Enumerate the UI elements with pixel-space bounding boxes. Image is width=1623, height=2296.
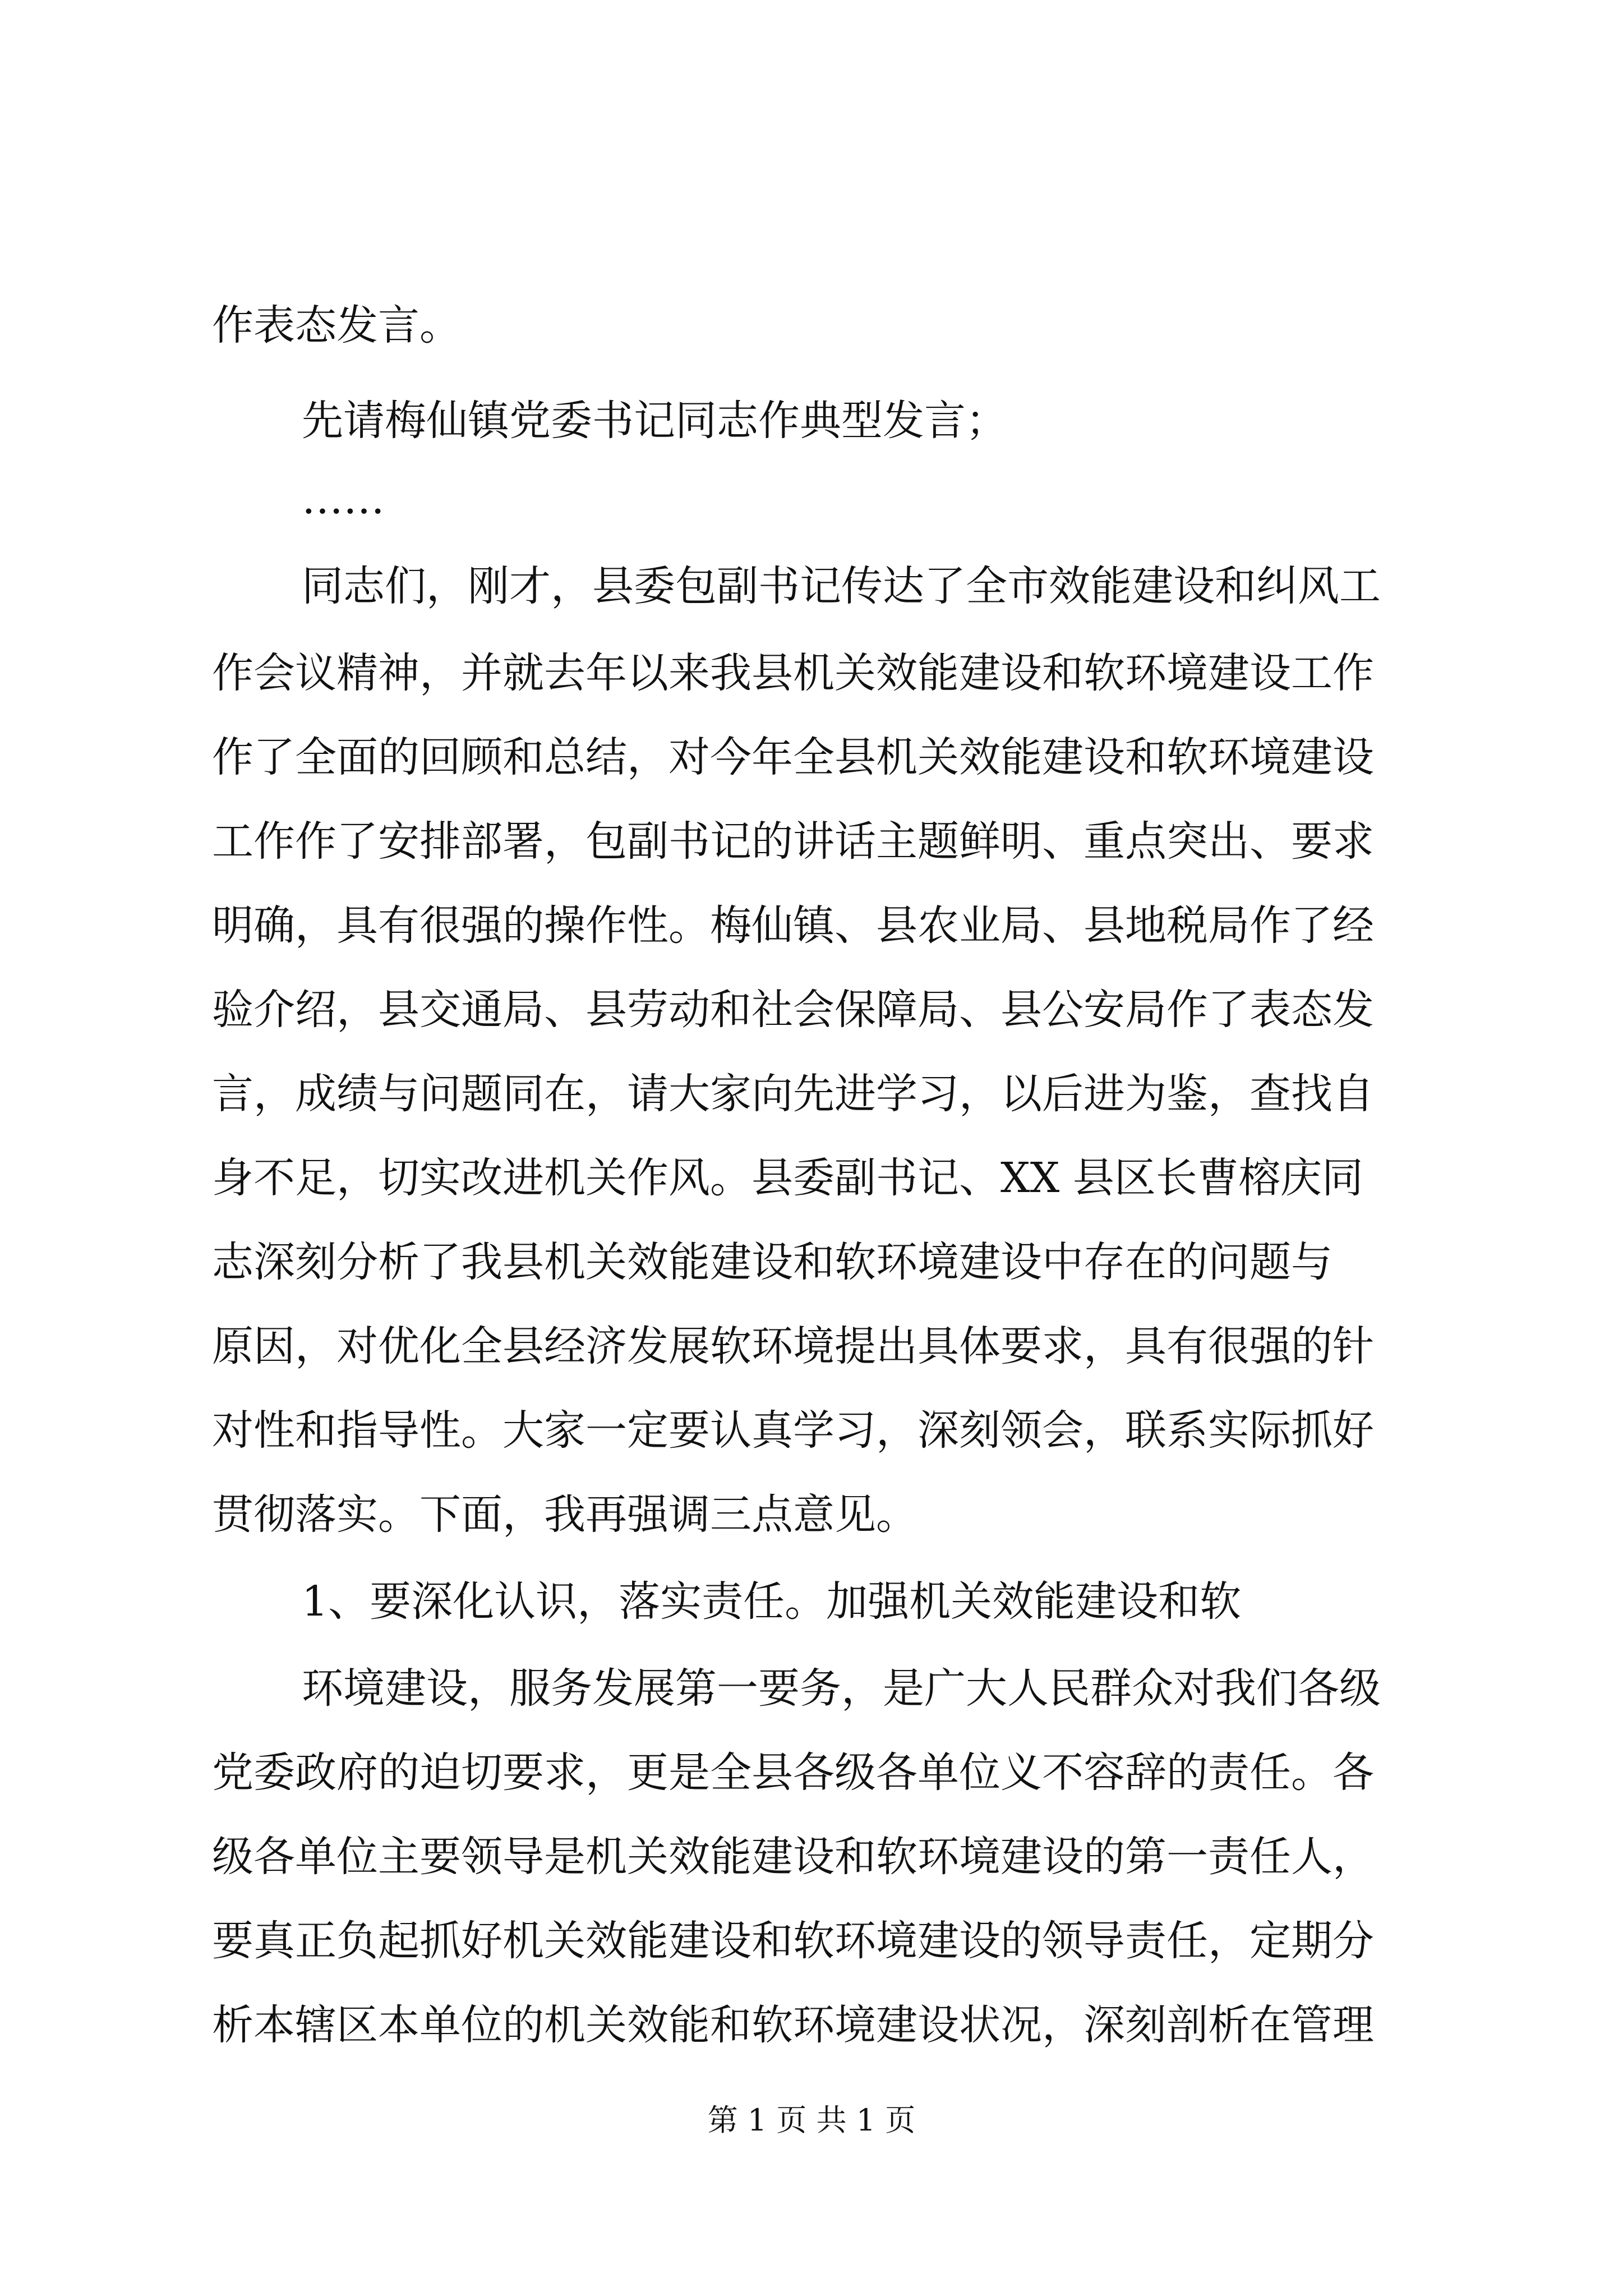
body-line: 原因，对优化全县经济发展软环境提出具体要求，具有很强的针 xyxy=(212,1322,1374,1370)
body-line: 要真正负起抓好机关效能建设和软环境建设的领导责任，定期分 xyxy=(212,1917,1374,1965)
body-line: 验介绍，县交通局、县劳动和社会保障局、县公安局作了表态发 xyxy=(212,986,1374,1034)
body-line: 作会议精神，并就去年以来我县机关效能建设和软环境建设工作 xyxy=(212,649,1374,697)
section-heading-line: 1、要深化认识，落实责任。加强机关效能建设和软 xyxy=(302,1577,1242,1626)
page-number-footer: 第 1 页 共 1 页 xyxy=(707,2102,916,2138)
body-line: 党委政府的迫切要求，更是全县各级各单位义不容辞的责任。各 xyxy=(212,1749,1374,1797)
body-line: 对性和指导性。大家一定要认真学习，深刻领会，联系实际抓好 xyxy=(212,1406,1374,1455)
body-line: 贯彻落实。下面，我再强调三点意见。 xyxy=(212,1490,917,1539)
body-line: 级各单位主要领导是机关效能建设和软环境建设的第一责任人， xyxy=(212,1833,1374,1881)
body-line: 环境建设，服务发展第一要务，是广大人民群众对我们各级 xyxy=(302,1664,1381,1713)
body-line: 析本辖区本单位的机关效能和软环境建设状况，深刻剖析在管理 xyxy=(212,2001,1374,2049)
ellipsis-line: …… xyxy=(302,475,385,523)
body-line: 先请梅仙镇党委书记同志作典型发言； xyxy=(302,397,1007,445)
body-line: 明确，具有很强的操作性。梅仙镇、县农业局、县地税局作了经 xyxy=(212,901,1374,950)
body-line: 作了全面的回顾和总结，对今年全县机关效能建设和软环境建设 xyxy=(212,733,1374,781)
body-line: 作表态发言。 xyxy=(212,301,461,349)
body-line: 工作作了安排部署，包副书记的讲话主题鲜明、重点突出、要求 xyxy=(212,817,1374,866)
body-line: 同志们，刚才，县委包副书记传达了全市效能建设和纠风工 xyxy=(302,562,1381,610)
body-line: 言，成绩与问题同在，请大家向先进学习，以后进为鉴，查找自 xyxy=(212,1070,1374,1118)
body-line: 志深刻分析了我县机关效能建设和软环境建设中存在的问题与 xyxy=(212,1238,1332,1286)
body-line: 身不足，切实改进机关作风。县委副书记、XX 县区长曹榕庆同 xyxy=(212,1154,1363,1202)
